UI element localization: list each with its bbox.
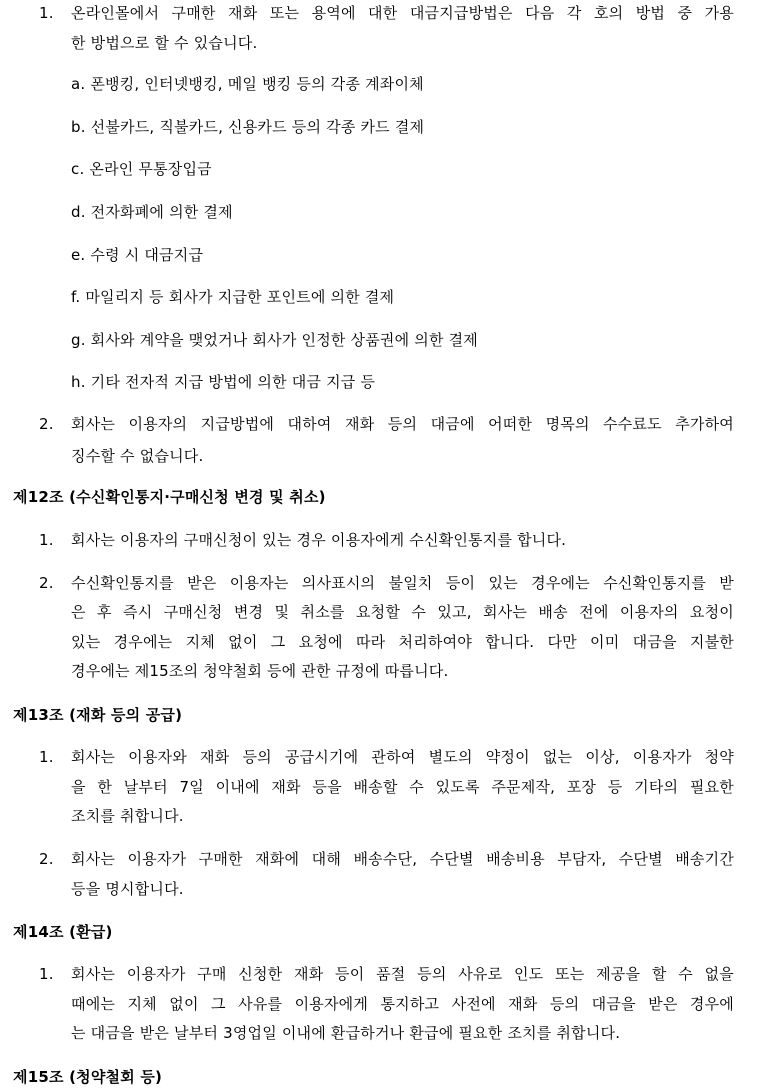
article-heading: 제15조 (청약철회 등) bbox=[13, 1068, 163, 1086]
text-line: 회사는 이용자와 재화 등의 공급시기에 관하여 별도의 약정이 없는 이상, 이용자가 청약 bbox=[71, 748, 734, 766]
article-heading: 제14조 (환급) bbox=[13, 923, 113, 941]
text-line: 회사는 이용자가 구매 신청한 재화 등이 품절 등의 사유로 인도 또는 제공을 할 수 없을 bbox=[71, 965, 734, 983]
text-line: 는 대금을 받은 날부터 3영업일 이내에 환급하거나 환급에 필요한 조치를 취합니다. bbox=[71, 1024, 621, 1042]
text-line: 때에는 지체 없이 그 사유를 이용자에게 통지하고 사전에 재화 등의 대금을 받은 경우에 bbox=[71, 995, 734, 1013]
list-number: 2. bbox=[39, 574, 54, 592]
sub-list-item: a. 폰뱅킹, 인터넷뱅킹, 메일 뱅킹 등의 각종 계좌이체 bbox=[71, 75, 424, 93]
text-line: 회사는 이용자의 구매신청이 있는 경우 이용자에게 수신확인통지를 합니다. bbox=[71, 531, 567, 549]
list-item-text bbox=[71, 3, 734, 23]
text-line: 은 후 즉시 구매신청 변경 및 취소를 요청할 수 있고, 회사는 배송 전에 이용자의 요청이 bbox=[71, 603, 734, 621]
article-heading: 제13조 (재화 등의 공급) bbox=[13, 706, 183, 724]
list-number: 1. bbox=[39, 4, 54, 22]
sub-list-item: c. 온라인 무통장입금 bbox=[71, 160, 212, 178]
text-line: 경우에는 제15조의 청약철회 등에 관한 규정에 따릅니다. bbox=[71, 662, 449, 680]
text-line: 조치를 취합니다. bbox=[71, 807, 184, 825]
text-line: 회사는 이용자의 지급방법에 대하여 재화 등의 대금에 어떠한 명목의 수수료도 추가하여 bbox=[71, 415, 734, 433]
list-number: 2. bbox=[39, 850, 54, 868]
list-number: 1. bbox=[39, 965, 54, 983]
list-number: 2. bbox=[39, 415, 54, 433]
text-line: 온라인몰에서 구매한 재화 또는 용역에 대한 대금지급방법은 다음 각 호의 방법 중 가용 bbox=[71, 4, 734, 22]
text-line: 수신확인통지를 받은 이용자는 의사표시의 불일치 등이 있는 경우에는 수신확인통지를 받 bbox=[71, 574, 734, 592]
sub-list-item: d. 전자화폐에 의한 결제 bbox=[71, 203, 233, 221]
text-line: 회사는 이용자가 구매한 재화에 대해 배송수단, 수단별 배송비용 부담자, 수단별 배송기간 bbox=[71, 850, 734, 868]
sub-list-item: e. 수령 시 대금지급 bbox=[71, 246, 204, 264]
text-line: 한 방법으로 할 수 있습니다. bbox=[71, 34, 258, 52]
sub-list-item: g. 회사와 계약을 맺었거나 회사가 인정한 상품권에 의한 결제 bbox=[71, 331, 478, 349]
sub-list-item: f. 마일리지 등 회사가 지급한 포인트에 의한 결제 bbox=[71, 288, 395, 306]
text-line: 있는 경우에는 지체 없이 그 요청에 따라 처리하여야 합니다. 다만 이미 대금을 지불한 bbox=[71, 633, 734, 651]
text-line: 징수할 수 없습니다. bbox=[71, 447, 204, 465]
list-number: 1. bbox=[39, 531, 54, 549]
article-heading: 제12조 (수신확인통지·구매신청 변경 및 취소) bbox=[13, 488, 326, 506]
list-number: 1. bbox=[39, 748, 54, 766]
text-line: 을 한 날부터 7일 이내에 재화 등을 배송할 수 있도록 주문제작, 포장 등 기타의 필요한 bbox=[71, 778, 734, 796]
sub-list-item: b. 선불카드, 직불카드, 신용카드 등의 각종 카드 결제 bbox=[71, 118, 425, 136]
sub-list-item: h. 기타 전자적 지급 방법에 의한 대금 지급 등 bbox=[71, 373, 376, 391]
text-line: 등을 명시합니다. bbox=[71, 880, 184, 898]
